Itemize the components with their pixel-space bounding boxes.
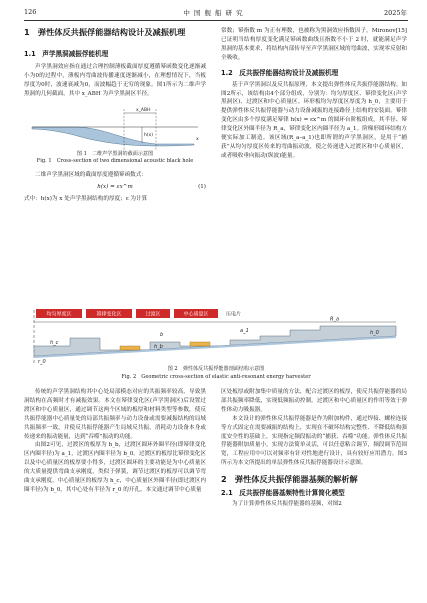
paragraph: 由图2可见，过渡区的板厚为 h_b，过渡区圆环外圈半径(即幂律变化区内圈半径)为 a_1，过渡区内圈半径为 b_0。过渡区的板厚比幂律变化区以及中心质量区的板厚要小得多，过渡区圆环的主要功能是为中心质量区的大质量提供弯曲支承刚度，类似于弹簧，调节过渡区的板厚可以调节弯曲支承刚度。中心质量区的板厚为 h_c，中心质量区外圈半径(即过渡区内圈半径)为 b_0，其中心处有半径为 r_0 的开孔。本文通过调节中心质量 xyxy=(24,442,206,493)
subsection-2-1-title: 2.1 反共振俘能器基频特性计算简化模型 xyxy=(221,489,345,498)
region-center-mass-label: 中心质量区 xyxy=(183,311,209,318)
hx-label: h(x) xyxy=(144,132,154,138)
subsection-1-1-title: 1.1 声学黑洞减振俘能机理 xyxy=(24,50,109,58)
journal-title: 中 国 舰 船 研 究 xyxy=(183,9,244,17)
right-column-top xyxy=(221,27,407,161)
page-number: 126 xyxy=(24,8,37,16)
formula-1 xyxy=(24,183,206,192)
formula-expression: h(x) = εx^m xyxy=(97,183,133,190)
region-power-label: 幂律变化区 xyxy=(96,311,122,318)
piezo-label: 压电片 xyxy=(226,311,242,318)
dim-ra-label: R_a xyxy=(330,316,340,323)
paragraph: 基于声学黑洞以及反共振原理，本文提出弹性体反共振俘能器结构。如图2所示，该结构由4个部分组成，分别为：均匀厚度区、幂律变化区(声学黑洞区)、过渡区和中心质量区。环形板均匀厚度区厚度为 h_0，主要用于提供弹性体反共振俘能器与动力设备减振的连接路径上结构的安装面。幂律变化区由多个厚度满足幂律 h(x) = εx^m 的圆环台阶板组成，其半径、幂律变化区外圈半径为 R_a，幂律变化区内圈半径为 a_1。阶梯形圆环结构方便实际加工制造。该区域(R_a–a_1)也即所谓的声学黑洞区，是用于“捕获”从均匀厚度区传来的弯曲振动波，使之传递进入过渡区和中心质量区，或者吸收垂向振动(纵波)能量。 xyxy=(221,81,407,159)
header-year: 2025年 xyxy=(383,9,407,17)
dim-a1-label: a_1 xyxy=(240,328,249,334)
paragraph: 传统的声学黑洞结构其中心处局部模态对应的共振频率较高，导致黑洞结构在高频时才有减振效果。本文在幂律变化区(声学黑洞区)后设置过渡区和中心质量区，通过调节这两个区域的板厚和材料类型等参数，使反共振俘能器中心质量处的局部共振频率与动力设备或需要减振结构的局域共振频率一致，并使反共振俘能器产生局域反共振，消耗动力设备本身或传递来的振动能量，达到“吞噬”振动的功能。 xyxy=(24,389,206,440)
left-column-bottom xyxy=(24,388,206,495)
figure-2-caption-cn: 图 2 弹性体反共振俘能器剖面结构示意图 xyxy=(167,366,265,372)
figure-1 xyxy=(24,103,206,151)
section-2-title: 2 弹性体反共振俘能器基频的解析解 xyxy=(221,474,358,485)
harvester-cross-section-diagram xyxy=(30,306,400,366)
paragraph: 二维声学黑洞区域的截面厚度遵循幂函数式： xyxy=(35,172,147,179)
region-uniform-label: 均匀厚度区 xyxy=(46,311,72,318)
dim-r0-label: r_0 xyxy=(38,359,46,365)
dim-b-label: b xyxy=(160,332,164,338)
paragraph: 为了计算弹性体反共振俘能器的基频，对图2 xyxy=(232,501,342,508)
paragraph: 常数；幂指数 m 为正有理数，也被称为黑洞效应指数因子。Mironov[15] 已证明当结构厚度变化满足幂函数曲线且指数不小于 2 时，就能满足声学黑洞的基本要求，将结构内部传导至声学黑洞区域的弯曲波，实现零反射和全吸收。 xyxy=(221,28,407,61)
figure-2 xyxy=(30,306,400,366)
figure-1-caption-en: Fig. 1 Cross-section of two dimensional acoustic black hole xyxy=(36,157,194,164)
subsection-1-2-title: 1.2 反共振俘能器结构设计及减振机理 xyxy=(221,68,339,77)
header-rule xyxy=(24,20,408,21)
formula-number: (1) xyxy=(198,183,206,190)
dim-hb-label: h_b xyxy=(154,344,163,350)
paragraph: 式中：h(x)为 x 处声学黑洞结构的厚度；ε 为计算 xyxy=(24,195,148,202)
paragraph: 区处板厚或附加集中质量的方法，配合过渡区的板厚，使反共振俘能器的局部共振频率降低，实现低频振动控制。过渡区和中心质量区的作用等效于弹性体动力吸振器。 xyxy=(221,389,407,413)
acoustic-black-hole-diagram xyxy=(24,103,206,151)
region-transition-label: 过渡区 xyxy=(145,311,161,318)
figure-1-caption-cn: 图 1 二维声学黑洞的截面示意图 xyxy=(76,150,154,157)
figure-2-caption-en: Fig. 2 Geometric cross-section of elastic anti-resonant energy harvester xyxy=(121,374,311,380)
paragraph: 本文设计的弹性体反共振俘能器是作为附加构件，通过焊接、螺栓连接等方式固定在需要减振的结构上，实现在不破坏结构完整性、不降低结构强度安全性的基础上，实现指定频段振动的“捕获、吞噬”功能。弹性体反共振俘能器附加质量小，实现方法简单灵活，可以任意粘合调节，频段调节范围宽，工程应用中可以对频率有针对性地进行设计，具有较好应用潜力。图3所示为本文所提出的单层弹性体反共振俘能器设计示意图。 xyxy=(221,415,407,467)
section-1-title: 1 弹性体反共振俘能器结构设计及减振机理 xyxy=(24,27,186,37)
paragraph: 声学黑洞效应指在通过合理控制薄板截面厚度遵循幂函数变化逐渐减小为0的过程中，薄板内弯曲波传播速度逐渐减小，在理想情况下，当板厚度为0时，波速衰减为0，而波幅趋于无穷的现象。图1所示为二维声学黑洞的几何截面，其中 x_ABH 为声学黑洞区半径。 xyxy=(24,64,206,97)
dim-h0-label: h_0 xyxy=(370,330,379,336)
dim-hc-label: h_c xyxy=(50,340,59,346)
right-column-bottom xyxy=(221,388,407,509)
left-column-top xyxy=(24,27,206,204)
x-abh-label: x_ABH xyxy=(136,107,151,113)
x-axis-label: x xyxy=(196,136,199,142)
